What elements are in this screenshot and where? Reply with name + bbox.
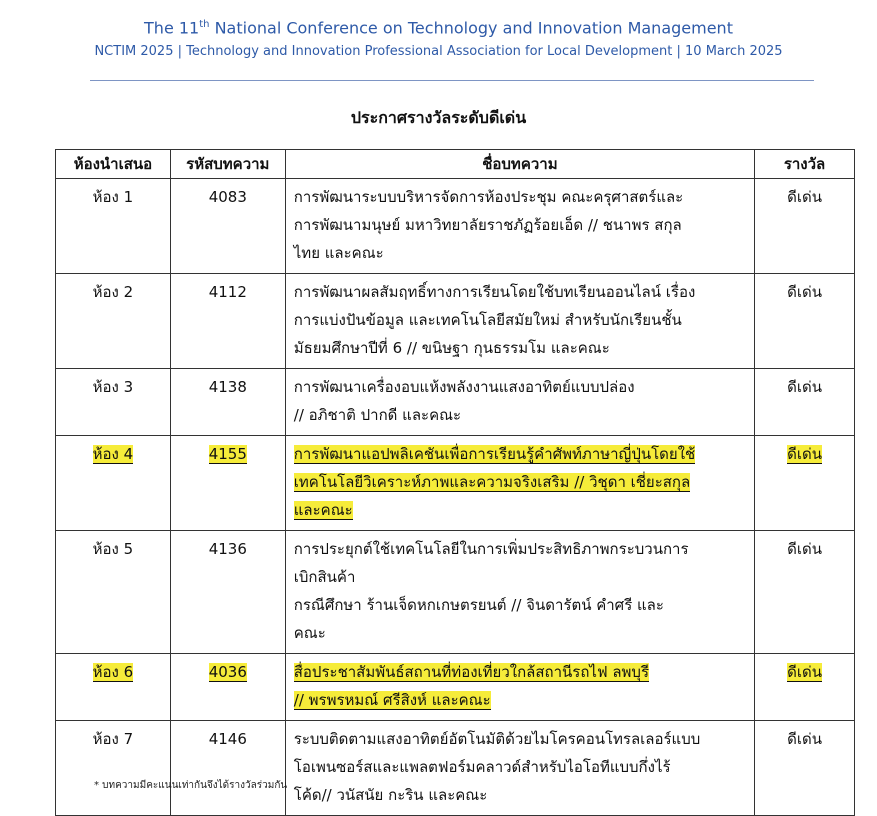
conference-subtitle: NCTIM 2025 | Technology and Innovation Professional Association for Local Development | 10 March 2025 bbox=[94, 44, 783, 60]
award-cell bbox=[755, 654, 855, 721]
title-cell bbox=[285, 436, 754, 531]
code-cell bbox=[170, 654, 285, 721]
table-row bbox=[56, 721, 855, 816]
title-cell bbox=[285, 654, 754, 721]
title-line bbox=[294, 781, 748, 809]
title-line bbox=[294, 401, 748, 429]
code-cell-text: 4112 bbox=[208, 283, 247, 301]
title-line-text: การพัฒนาเครื่องอบแห้งพลังงานแสงอาทิตย์แบบปล่อง bbox=[293, 378, 635, 396]
title-line-text: // อภิชาติ ปากดี และคณะ bbox=[293, 406, 462, 424]
award-cell bbox=[755, 721, 855, 816]
title-line-text: คณะ bbox=[293, 624, 326, 642]
title-cell bbox=[285, 369, 754, 436]
title-line bbox=[294, 183, 748, 211]
code-cell-text: 4138 bbox=[208, 378, 247, 396]
column-header-code: รหัสบทความ bbox=[170, 150, 285, 179]
column-header-room: ห้องนำเสนอ bbox=[56, 150, 171, 179]
room-cell bbox=[56, 274, 171, 369]
award-cell-text: ดีเด่น bbox=[787, 283, 822, 301]
code-cell-text: 4136 bbox=[208, 540, 247, 558]
award-cell-text: ดีเด่น bbox=[787, 188, 822, 206]
award-cell-text: ดีเด่น bbox=[787, 663, 822, 681]
header-divider bbox=[90, 80, 814, 81]
title-line-text: ระบบติดตามแสงอาทิตย์อัตโนมัติด้วยไมโครคอนโทรลเลอร์แบบ bbox=[293, 730, 701, 748]
code-cell-text: 4083 bbox=[208, 188, 247, 206]
title-line bbox=[294, 373, 748, 401]
award-cell-text: ดีเด่น bbox=[787, 730, 822, 748]
title-line bbox=[294, 306, 748, 334]
table-body bbox=[56, 179, 855, 816]
title-line-text: เทคโนโลยีวิเคราะห์ภาพและความจริงเสริม // วิชุดา เชี่ยะสกุล bbox=[293, 473, 691, 491]
room-cell-text: ห้อง 2 bbox=[92, 283, 134, 301]
title-line bbox=[294, 686, 748, 714]
title-line-text: การพัฒนาระบบบริหารจัดการห้องประชุม คณะครุศาสตร์และ bbox=[293, 188, 684, 206]
footnote: * บทความมีคะแนนเท่ากันจึงได้รางวัลร่วมกัน bbox=[94, 780, 288, 791]
room-cell-text: ห้อง 6 bbox=[92, 663, 134, 681]
award-table bbox=[55, 149, 855, 816]
title-cell bbox=[285, 274, 754, 369]
title-line-text: // พรพรหมณ์ ศรีสิงห์ และคณะ bbox=[293, 691, 491, 709]
table-row bbox=[56, 531, 855, 654]
title-line-text: การพัฒนาแอปพลิเคชันเพื่อการเรียนรู้คำศัพท์ภาษาญี่ปุ่นโดยใช้ bbox=[293, 445, 696, 463]
title-line bbox=[294, 334, 748, 362]
award-cell bbox=[755, 179, 855, 274]
title-line-text: โค้ด// วนัสนัย กะริน และคณะ bbox=[293, 786, 488, 804]
title-line bbox=[294, 725, 748, 753]
announcement-heading: ประกาศรางวัลระดับดีเด่น bbox=[350, 108, 527, 127]
room-cell bbox=[56, 721, 171, 816]
room-cell bbox=[56, 179, 171, 274]
title-line-text: การแบ่งปันข้อมูล และเทคโนโลยีสมัยใหม่ สำหรับนักเรียนชั้น bbox=[293, 311, 682, 329]
award-cell bbox=[755, 274, 855, 369]
title-line bbox=[294, 239, 748, 267]
code-cell bbox=[170, 179, 285, 274]
title-line-text: โอเพนซอร์สและแพลตฟอร์มคลาวด์สำหรับไอโอทีแบบกึ่งไร้ bbox=[293, 758, 671, 776]
table-row bbox=[56, 654, 855, 721]
code-cell bbox=[170, 436, 285, 531]
award-cell bbox=[755, 436, 855, 531]
room-cell-text: ห้อง 1 bbox=[92, 188, 134, 206]
column-header-award: รางวัล bbox=[755, 150, 855, 179]
code-cell-text: 4155 bbox=[208, 445, 247, 463]
title-line bbox=[294, 753, 748, 781]
title-line-text: การพัฒนามนุษย์ มหาวิทยาลัยราชภัฏร้อยเอ็ด // ชนาพร สกุล bbox=[293, 216, 682, 234]
table-row bbox=[56, 436, 855, 531]
code-cell bbox=[170, 274, 285, 369]
room-cell-text: ห้อง 5 bbox=[92, 540, 134, 558]
award-cell bbox=[755, 369, 855, 436]
table-header-row bbox=[56, 150, 855, 179]
title-line-text: เบิกสินค้า bbox=[293, 568, 356, 586]
table-row bbox=[56, 179, 855, 274]
title-cell bbox=[285, 721, 754, 816]
column-header-title: ชื่อบทความ bbox=[285, 150, 754, 179]
title-line-text: มัธยมศึกษาปีที่ 6 // ขนิษฐา กุนธรรมโม และคณะ bbox=[293, 339, 610, 357]
award-cell-text: ดีเด่น bbox=[787, 445, 822, 463]
title-line-text: และคณะ bbox=[293, 501, 353, 519]
code-cell bbox=[170, 369, 285, 436]
room-cell bbox=[56, 654, 171, 721]
award-cell bbox=[755, 531, 855, 654]
table-row bbox=[56, 274, 855, 369]
award-cell-text: ดีเด่น bbox=[787, 540, 822, 558]
room-cell-text: ห้อง 3 bbox=[92, 378, 134, 396]
title-line-text: การประยุกต์ใช้เทคโนโลยีในการเพิ่มประสิทธิภาพกระบวนการ bbox=[293, 540, 689, 558]
room-cell-text: ห้อง 4 bbox=[92, 445, 134, 463]
title-line-text: กรณีศึกษา ร้านเจ็ดหกเกษตรยนต์ // จินดารัตน์ คำศรี และ bbox=[293, 596, 664, 614]
title-cell bbox=[285, 179, 754, 274]
room-cell-text: ห้อง 7 bbox=[92, 730, 134, 748]
table-row bbox=[56, 369, 855, 436]
title-line bbox=[294, 278, 748, 306]
code-cell-text: 4146 bbox=[208, 730, 247, 748]
award-cell-text: ดีเด่น bbox=[787, 378, 822, 396]
title-line-text: สื่อประชาสัมพันธ์สถานที่ท่องเที่ยวใกล้สถานีรถไฟ ลพบุรี bbox=[293, 663, 649, 681]
title-line bbox=[294, 468, 748, 496]
room-cell bbox=[56, 436, 171, 531]
title-line bbox=[294, 658, 748, 686]
room-cell bbox=[56, 531, 171, 654]
title-line bbox=[294, 496, 748, 524]
conference-header bbox=[0, 14, 877, 62]
code-cell bbox=[170, 531, 285, 654]
title-line-text: การพัฒนาผลสัมฤทธิ์ทางการเรียนโดยใช้บทเรียนออนไลน์ เรื่อง bbox=[293, 283, 696, 301]
title-line bbox=[294, 619, 748, 647]
title-line bbox=[294, 591, 748, 619]
title-line bbox=[294, 440, 748, 468]
title-line bbox=[294, 535, 748, 563]
title-cell bbox=[285, 531, 754, 654]
title-line-text: ไทย และคณะ bbox=[293, 244, 384, 262]
title-line bbox=[294, 211, 748, 239]
code-cell bbox=[170, 721, 285, 816]
title-line bbox=[294, 563, 748, 591]
code-cell-text: 4036 bbox=[208, 663, 247, 681]
conference-title: The 11th National Conference on Technology and Innovation Management bbox=[144, 18, 733, 38]
room-cell bbox=[56, 369, 171, 436]
